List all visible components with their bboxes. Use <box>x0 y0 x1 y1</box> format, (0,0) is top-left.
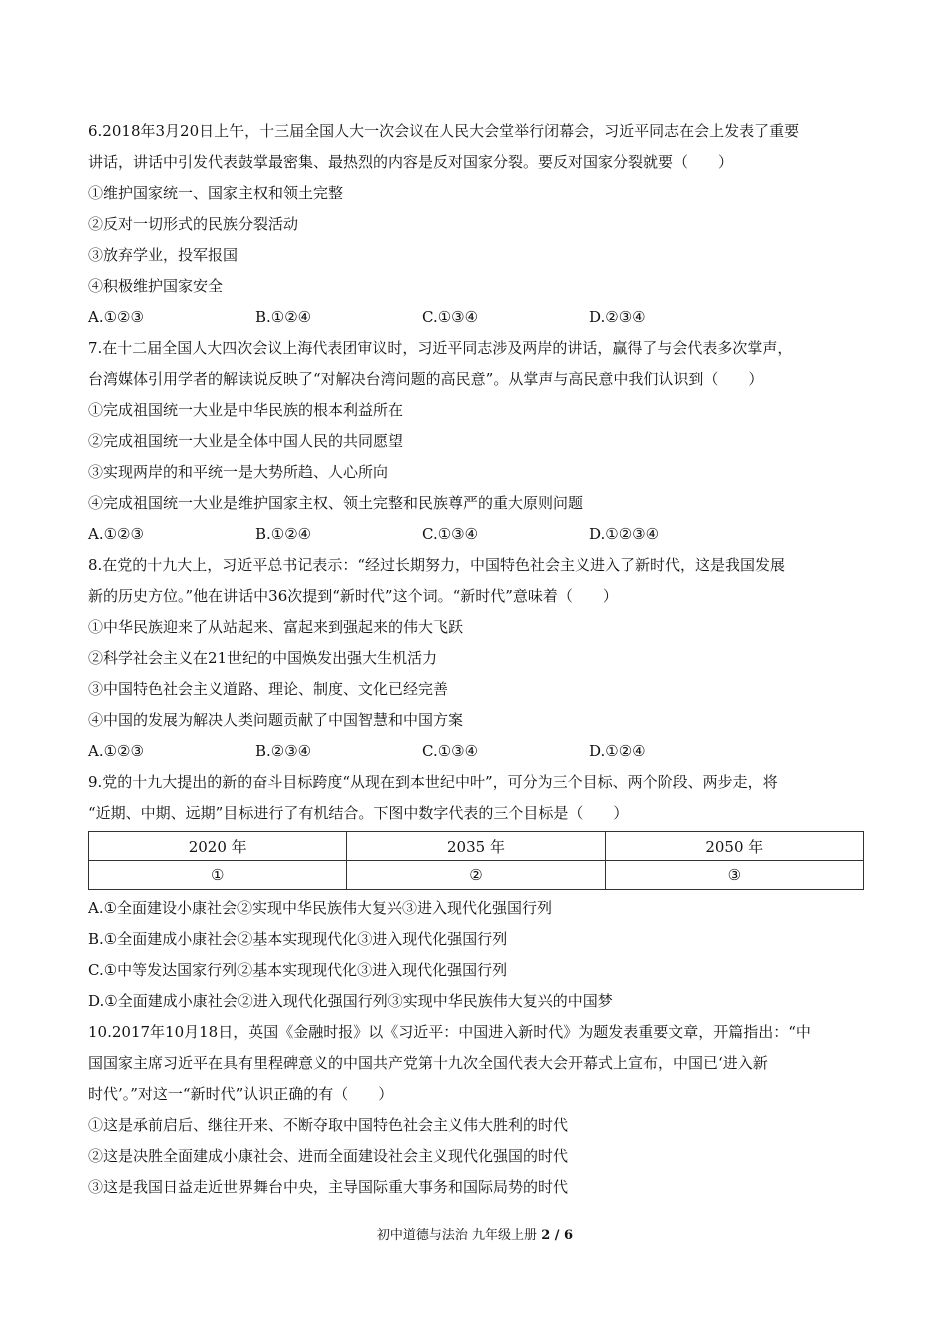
table-cell: ② <box>347 861 605 890</box>
statement-item: ②反对一切形式的民族分裂活动 <box>88 215 299 233</box>
statement-item: ③中国特色社会主义道路、理论、制度、文化已经完善 <box>88 680 449 698</box>
table-cell: ① <box>89 861 347 890</box>
statement-item: ②科学社会主义在21世纪的中国焕发出强大生机活力 <box>88 649 438 667</box>
question-stem: 台湾媒体引用学者的解读说反映了“对解决台湾问题的高民意”。从掌声与高民意中我们认识到（ ） <box>88 370 764 388</box>
question-stem: “近期、中期、远期”目标进行了有机结合。下图中数字代表的三个目标是（ ） <box>88 804 629 822</box>
statement-item: ①这是承前启后、继往开来、不断夺取中国特色社会主义伟大胜利的时代 <box>88 1116 569 1134</box>
statement-item: ④中国的发展为解决人类问题贡献了中国智慧和中国方案 <box>88 711 464 729</box>
question-stem: 讲话，讲话中引发代表鼓掌最密集、最热烈的内容是反对国家分裂。要反对国家分裂就要（ ） <box>88 153 734 171</box>
option-c: C.①③④ <box>422 308 479 326</box>
table-row <box>89 861 864 890</box>
question-stem: 7.在十二届全国人大四次会议上海代表团审议时，习近平同志涉及两岸的讲话，赢得了与会代表多次掌声， <box>88 339 793 357</box>
table-header-cell: 2035 年 <box>347 832 605 861</box>
goals-table <box>88 831 864 890</box>
answer-options <box>88 302 864 333</box>
question-stem: 9.党的十九大提出的新的奋斗目标跨度“从现在到本世纪中叶”，可分为三个目标、两个阶段、两步走，将 <box>88 773 778 791</box>
question-6 <box>88 116 864 333</box>
question-stem: 国国家主席习近平在具有里程碑意义的中国共产党第十九次全国代表大会开幕式上宣布，中国已‘进入新 <box>88 1054 768 1072</box>
question-7 <box>88 333 864 550</box>
statement-item: ②这是决胜全面建成小康社会、进而全面建设社会主义现代化强国的时代 <box>88 1147 569 1165</box>
answer-options <box>88 736 864 767</box>
table-header-cell: 2020 年 <box>89 832 347 861</box>
question-stem: 新的历史方位。”他在讲话中36次提到“新时代”这个词。“新时代”意味着（ ） <box>88 587 618 605</box>
option-c: C.①中等发达国家行列②基本实现现代化③进入现代化强国行列 <box>88 961 508 979</box>
option-c: C.①③④ <box>422 742 479 760</box>
option-b: B.①②④ <box>255 525 312 543</box>
statement-item: ②完成祖国统一大业是全体中国人民的共同愿望 <box>88 432 404 450</box>
statement-item: ③实现两岸的和平统一是大势所趋、人心所向 <box>88 463 389 481</box>
statement-item: ①中华民族迎来了从站起来、富起来到强起来的伟大飞跃 <box>88 618 464 636</box>
option-a: A.①全面建设小康社会②实现中华民族伟大复兴③进入现代化强国行列 <box>88 899 553 917</box>
statement-item: ④积极维护国家安全 <box>88 277 224 295</box>
option-c: C.①③④ <box>422 525 479 543</box>
statement-item: ③这是我国日益走近世界舞台中央，主导国际重大事务和国际局势的时代 <box>88 1178 569 1196</box>
option-d: D.②③④ <box>589 308 646 326</box>
question-10 <box>88 1017 864 1203</box>
statement-item: ④完成祖国统一大业是维护国家主权、领土完整和民族尊严的重大原则问题 <box>88 494 584 512</box>
statement-item: ①维护国家统一、国家主权和领土完整 <box>88 184 344 202</box>
option-d: D.①全面建成小康社会②进入现代化强国行列③实现中华民族伟大复兴的中国梦 <box>88 992 613 1010</box>
question-9 <box>88 767 864 1017</box>
question-stem: 时代’。”对这一“新时代”认识正确的有（ ） <box>88 1085 394 1103</box>
page-number: 2 / 6 <box>541 1228 574 1243</box>
option-a: A.①②③ <box>88 308 144 326</box>
footer-course-title: 初中道德与法治 九年级上册 <box>376 1228 538 1243</box>
option-b: B.①②④ <box>255 308 312 326</box>
statement-item: ①完成祖国统一大业是中华民族的根本利益所在 <box>88 401 404 419</box>
page-footer <box>0 1226 950 1246</box>
question-stem: 10.2017年10月18日，英国《金融时报》以《习近平：中国进入新时代》为题发表重要文章，开篇指出：“中 <box>88 1023 811 1041</box>
option-d: D.①②④ <box>589 742 646 760</box>
statement-item: ③放弃学业，投军报国 <box>88 246 239 264</box>
table-header-row <box>89 832 864 861</box>
table-cell: ③ <box>605 861 863 890</box>
option-b: B.①全面建成小康社会②基本实现现代化③进入现代化强国行列 <box>88 930 508 948</box>
option-d: D.①②③④ <box>589 525 660 543</box>
option-b: B.②③④ <box>255 742 312 760</box>
question-8 <box>88 550 864 767</box>
option-a: A.①②③ <box>88 525 144 543</box>
question-stem: 8.在党的十九大上，习近平总书记表示：“经过长期努力，中国特色社会主义进入了新时代，这是我国发展 <box>88 556 785 574</box>
table-header-cell: 2050 年 <box>605 832 863 861</box>
exam-page-content <box>88 116 864 1203</box>
answer-options <box>88 519 864 550</box>
question-stem: 6.2018年3月20日上午，十三届全国人大一次会议在人民大会堂举行闭幕会，习近平同志在会上发表了重要 <box>88 122 800 140</box>
option-a: A.①②③ <box>88 742 144 760</box>
